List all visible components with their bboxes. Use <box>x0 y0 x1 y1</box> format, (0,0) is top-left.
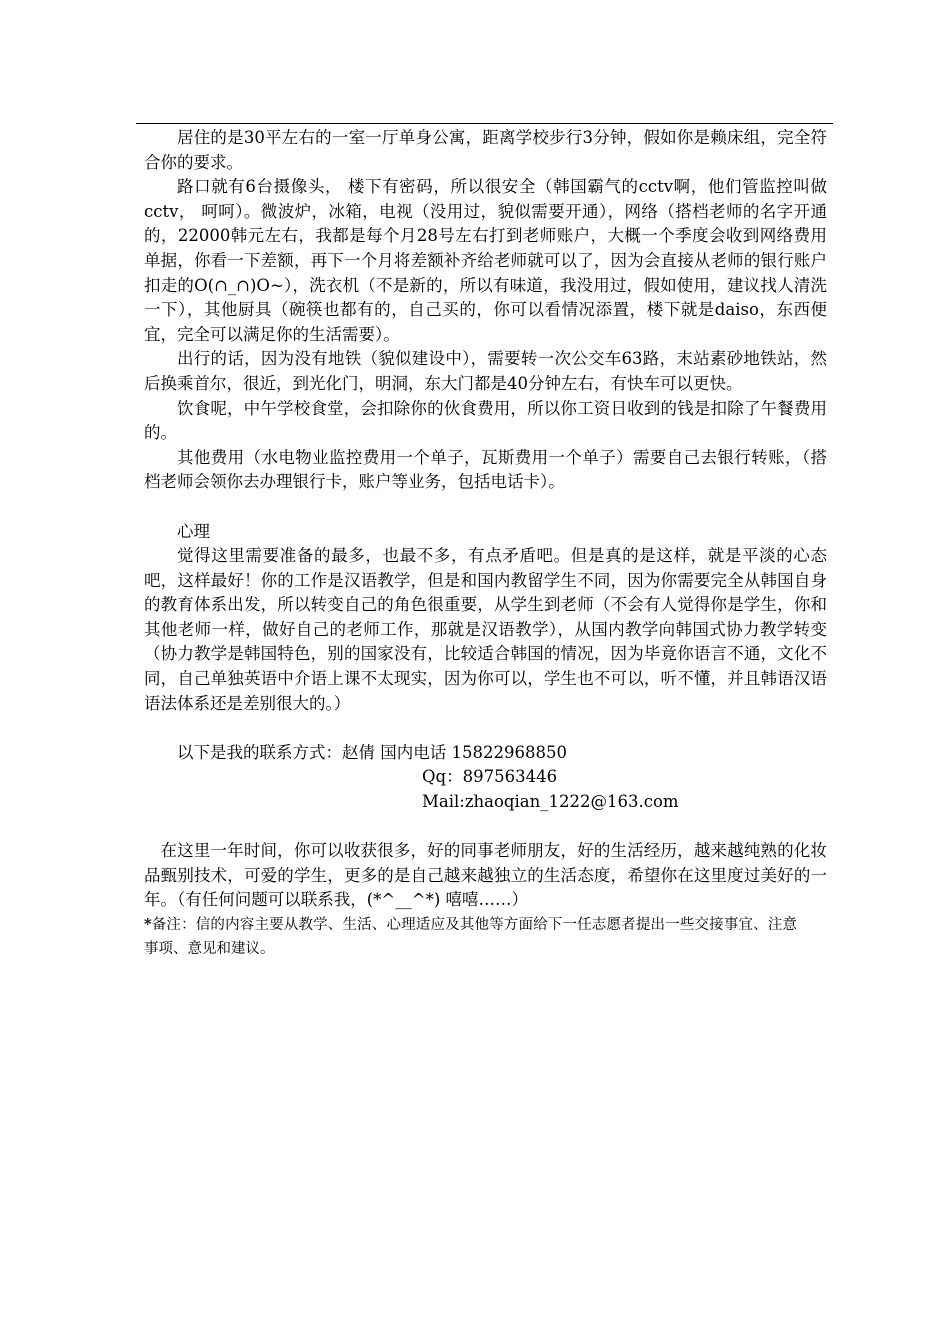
footnote <box>144 913 827 961</box>
paragraph-transport: 出行的话，因为没有地铁（貌似建设中），需要转一次公交车63路，末站素砂地铁站，然后换乘首尔，很近，到光化门，明洞，东大门都是40分钟左右，有快车可以更快。 <box>144 349 827 393</box>
paragraph-food: 饮食呢，中午学校食堂，会扣除你的伙食费用，所以你工资日收到的钱是扣除了午餐费用的。 <box>144 398 827 443</box>
letter-body <box>144 126 827 961</box>
psychology-heading: 心理 <box>177 521 210 541</box>
contact-email: Mail:zhaoqian_1222@163.com <box>422 792 679 812</box>
paragraph-closing: 在这里一年时间，你可以收获很多，好的同事老师朋友，好的生活经历，越来越纯熟的化妆品甄别技术，可爱的学生，更多的是自己越来越独立的生活态度，希望你在这里度过美好的一年。（有任何问题可以联系我，(*^__^*) 嘻嘻……） <box>144 841 827 910</box>
contact-intro: 以下是我的联系方式：赵倩 国内电话 15822968850 <box>177 742 567 762</box>
header-rule <box>136 123 833 124</box>
paragraph-security-appliances: 路口就有6台摄像头， 楼下有密码，所以很安全（韩国霸气的cctv啊，他们管监控叫做cctv， 呵呵）。微波炉，冰箱，电视（没用过，貌似需要开通），网络（搭档老师的名字开通的，22000韩元左右，我都是每个月28号左右打到老师账户，大概一个季度会收到网络费用单据，你看一下差额，再下一个月将差额补齐给老师就可以了，因为会直接从老师的银行账户扣走的O(∩_∩)O~），洗衣机（不是新的，所以有味道，我没用过，假如使用，建议找人清洗一下），其他厨具（碗筷也都有的，自己买的，你可以看情况添置，楼下就是daiso，东西便宜，完全可以满足你的生活需要）。 <box>144 177 827 344</box>
paragraph-psychology: 觉得这里需要准备的最多，也最不多，有点矛盾吧。但是真的是这样，就是平淡的心态吧，这样最好！你的工作是汉语教学，但是和国内教留学生不同，因为你需要完全从韩国自身的教育体系出发，所以转变自己的角色很重要，从学生到老师（不会有人觉得你是学生，你和其他老师一样，做好自己的老师工作，那就是汉语教学），从国内教学向韩国式协力教学转变（协力教学是韩国特色，别的国家没有，比较适合韩国的情况，因为毕竟你语言不通，文化不同，自己单独英语中介语上课不太现实，因为你可以，学生也不可以，听不懂，并且韩语汉语语法体系还是差别很大的。） <box>144 546 827 713</box>
blank-line <box>144 716 827 741</box>
footnote-text: 备注：信的内容主要从教学、生活、心理适应及其他等方面给下一任志愿者提出一些交接事宜、注意事项、意见和建议。 <box>144 917 797 957</box>
footnote-star: * <box>144 916 152 933</box>
paragraph-other-fees: 其他费用（水电物业监控费用一个单子，瓦斯费用一个单子）需要自己去银行转账，（搭档老师会领你去办理银行卡，账户等业务，包括电话卡）。 <box>144 447 827 492</box>
blank-line <box>144 815 827 840</box>
blank-line <box>144 495 827 520</box>
paragraph-housing: 居住的是30平左右的一室一厅单身公寓，距离学校步行3分钟，假如你是赖床组，完全符合你的要求。 <box>144 128 827 172</box>
contact-qq: Qq：897563446 <box>422 767 558 787</box>
